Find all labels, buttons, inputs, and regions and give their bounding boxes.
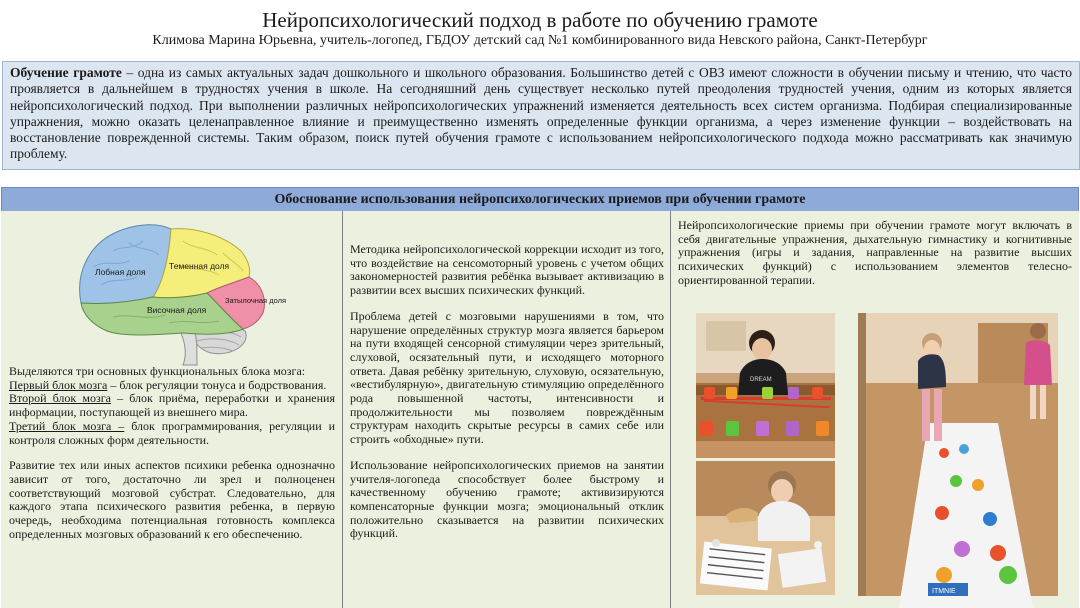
brain-stem	[181, 331, 197, 365]
block-1-name: Первый блок мозга	[9, 377, 108, 392]
block-3	[9, 420, 335, 447]
block-2-name: Второй блок мозга	[9, 391, 111, 406]
photo-girl-cups	[696, 313, 835, 458]
middle-column-text	[350, 243, 664, 541]
intro-box	[2, 61, 1080, 170]
block-1	[9, 379, 335, 393]
left-column-text	[9, 365, 335, 541]
photo-girl-floor-mat	[858, 313, 1058, 596]
page-subtitle: Климова Марина Юрьевна, учитель-логопед, ГБДОУ детский сад №1 комбинированного вида Невского района, Санкт-Петербург	[152, 33, 928, 48]
column-right	[671, 211, 1079, 608]
block-3-name: Третий блок мозга –	[9, 418, 125, 433]
brain-label-parietal: Теменная доля	[169, 261, 230, 271]
brain-label-frontal: Лобная доля	[95, 267, 146, 277]
techniques-paragraph: Нейропсихологические приемы при обучении грамоте могут включать в себя двигательные упражнения, дыхательную гимнастику и когнитивные упражнения (игры и задания, направленные на развитие высших психических функций) с использованием элементов телесно-ориентированной терапии.	[678, 218, 1072, 287]
problem-paragraph: Проблема детей с мозговыми нарушениями в том, что нарушение определённых структур мозга является барьером на пути входящей сенсорной стимуляции через зрительный, слуховой, осязательный пути, и исходящего моторного ответа. Давая ребёнку зрительную, слуховую, осязательную, «вестибулярную», двигательную стимуляцию определённого рода повышенной частоты, интенсивности и продолжительности мы позволяем повреждённым структурам находить скрытые ресурсы в самих себе или строить «обходные» пути.	[350, 308, 664, 447]
intro-lead: Обучение грамоте	[10, 65, 122, 80]
block-2-text: – блок приёма, переработки и хранения информации, поступающей из внешнего мира.	[9, 391, 335, 420]
shirt-print: DREAM	[750, 377, 772, 383]
blocks-intro: Выделяются три основных функциональных блока мозга:	[9, 364, 306, 378]
page-title: Нейропсихологический подход в работе по обучению грамоте	[262, 8, 818, 32]
method-paragraph: Методика нейропсихологической коррекции исходит из того, что воздействие на сенсомоторный уровень с учетом общих закономерностей развития ребёнка вызывает активизацию в развитии всех высших психических функций.	[350, 242, 664, 298]
development-paragraph: Развитие тех или иных аспектов психики ребенка однозначно зависит от того, достаточно ли зрел и полноценен соответствующий мозговой субстрат. Следовательно, для каждого этапа психического развития ребенка, в первую очередь, необходима потенциальная готовность комплекса определенных мозговых образований к его обеспечению.	[9, 458, 335, 541]
intro-text: – одна из самых актуальных задач дошкольного и школьного образования. Большинство детей с ОВЗ имеют сложности в обучении письму и чтению, что часто проявляется в дальнейшем в трудностях учения в школе. На сегодняшний день существует несколько путей преодоления трудностей учения, одним из которых является нейропсихологический подход. При выполнении различных нейропсихологических упражнений изменяется деятельность всех систем организма. Подбирая специализированные упражнения, можно оказать целенаправленное влияние и преимущественно изменять определенные функции организма, а через изменение функции – воздействовать на восстановление поврежденной системы. Таким образом, поиск путей обучения грамоте с использованием нейропсихологического подхода можно рассматривать как значимую проблему.	[10, 65, 1073, 162]
column-left	[1, 211, 343, 608]
section-title-band: Обоснование использования нейропсихологических приемов при обучении грамоте	[1, 187, 1079, 212]
column-middle	[343, 211, 671, 608]
block-2	[9, 392, 335, 419]
photo-child-letter-board	[696, 461, 835, 595]
brain-diagram	[73, 217, 287, 365]
block-3-text: блок программирования, регуляции и контроля сложных форм деятельности.	[9, 418, 335, 447]
right-column-text	[678, 219, 1072, 288]
mat-label: ITMNIE	[932, 588, 956, 595]
block-1-text: – блок регуляции тонуса и бодрствования.	[107, 377, 327, 392]
usage-paragraph: Использование нейропсихологических приемов на занятии учителя-логопеда способствует более быстрому и качественному обучению грамоте; активизируются компенсаторные функции мозга; эмоциональный отклик положительно сказывается на развитии психических функций.	[350, 457, 664, 541]
brain-label-temporal: Височная доля	[147, 305, 207, 315]
brain-label-occipital: Затылочная доля	[225, 296, 287, 305]
